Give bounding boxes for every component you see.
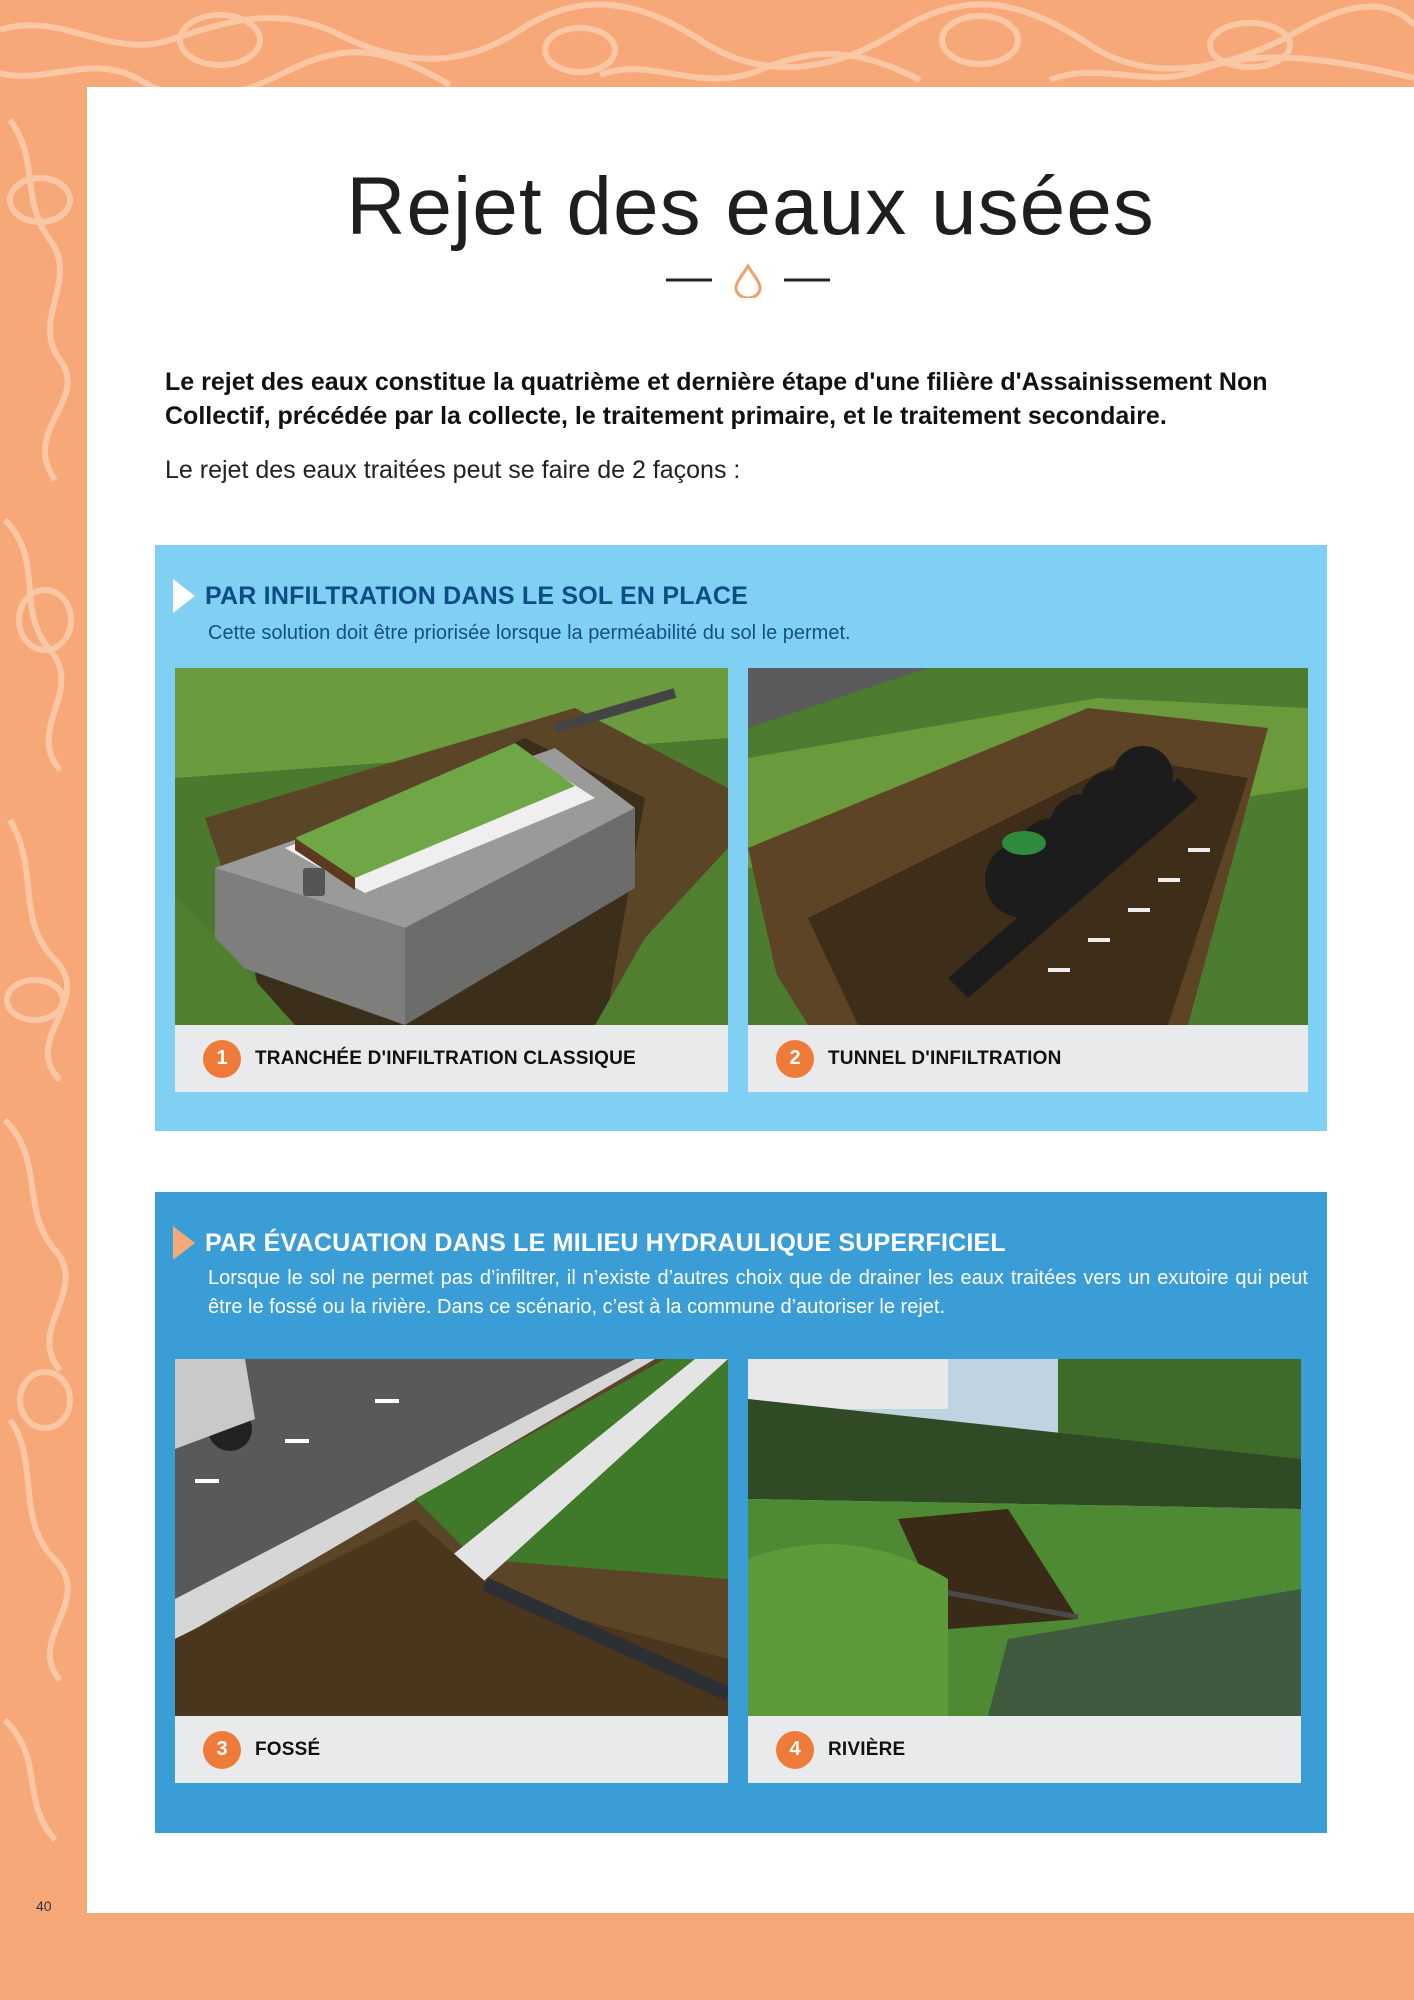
card-label-bar <box>748 1716 1301 1783</box>
card-fosse <box>175 1359 728 1783</box>
triangle-bullet-icon <box>173 579 195 613</box>
intro-plain-text: Le rejet des eaux traitées peut se faire de 2 façons : <box>165 456 741 484</box>
number-badge: 4 <box>776 1731 814 1769</box>
card-riviere <box>748 1359 1301 1783</box>
river-illustration <box>748 1359 1301 1716</box>
intro-block <box>165 365 1345 487</box>
tunnel-illustration <box>748 668 1308 1025</box>
number-badge: 1 <box>203 1040 241 1078</box>
page-number: 40 <box>36 1898 52 1914</box>
ditch-illustration <box>175 1359 728 1716</box>
card-label-bar <box>748 1025 1308 1092</box>
section-evacuation <box>155 1192 1327 1833</box>
triangle-bullet-icon <box>173 1226 195 1260</box>
card-label-bar <box>175 1716 728 1783</box>
number-badge: 2 <box>776 1040 814 1078</box>
trench-illustration <box>175 668 728 1025</box>
section-description: Lorsque le sol ne permet pas d’infiltrer, il n’existe d’autres choix que de drainer les eaux traitées vers un exutoire qui peut être le fossé ou la rivière. Dans ce scénario, c’est à la commune d’autoriser le rejet. <box>208 1267 1308 1318</box>
section-infiltration <box>155 545 1327 1131</box>
section-title: PAR INFILTRATION DANS LE SOL EN PLACE <box>205 581 749 610</box>
card-label: RIVIÈRE <box>828 1738 906 1760</box>
section-title: PAR ÉVACUATION DANS LE MILIEU HYDRAULIQUE SUPERFICIEL <box>205 1228 1006 1257</box>
card-tranchee <box>175 668 728 1092</box>
section-infiltration-header <box>173 579 748 613</box>
card-label-bar <box>175 1025 728 1092</box>
page-title: Rejet des eaux usées <box>346 161 1155 252</box>
card-label: TRANCHÉE D'INFILTRATION CLASSIQUE <box>255 1047 636 1069</box>
card-tunnel <box>748 668 1308 1092</box>
section-evacuation-header <box>173 1226 1006 1260</box>
number-badge: 3 <box>203 1731 241 1769</box>
intro-bold-text: Le rejet des eaux constitue la quatrième et dernière étape d'une filière d'Assainissement Non Collectif, précédée par la collecte, le traitement primaire, et le traitement secondaire. <box>165 368 1268 430</box>
card-label: TUNNEL D'INFILTRATION <box>828 1047 1062 1069</box>
water-drop-divider-icon <box>666 262 830 298</box>
section-description: Cette solution doit être priorisée lorsque la perméabilité du sol le permet. <box>208 622 851 644</box>
card-label: FOSSÉ <box>255 1738 321 1760</box>
